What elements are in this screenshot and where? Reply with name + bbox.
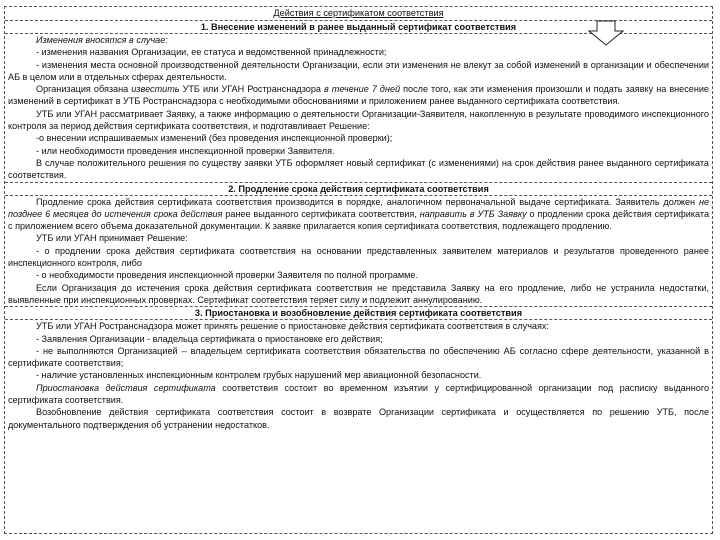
section-2-option: - о необходимости проведения инспекционной проверки Заявителя по полной программе. <box>36 270 418 281</box>
suspend-text: соответствия состоит во временном изъятии у сертифицированной организации под расписку выданного сертификата соответствия. <box>8 382 710 406</box>
section-2-decision: УТБ или УГАН принимает Решение: <box>36 233 188 244</box>
notice-emphasis: в течение 7 дней <box>324 84 401 95</box>
notice-text: Организация обязана <box>36 84 132 95</box>
section-1-notice <box>8 83 709 108</box>
section-3-resume <box>8 406 709 431</box>
section-2-paragraph <box>8 196 709 233</box>
section-3-body <box>5 320 712 431</box>
section-3-item: - не выполняются Организацией – владельцем сертификата соответствия обязательства по обеспечению АБ согласно сфере деятельности, указанной в сертификате соответствия; <box>8 345 709 369</box>
para-text: о продлении срока действия сертификата с приложением всего объема доказательной документации. К заявке прилагается копия сертификата соответствия, подлежащего продлению. <box>8 208 709 232</box>
para-text: ранее выданного сертификата соответствия, <box>222 208 420 219</box>
document-title: Действия с сертификатом соответствия <box>5 7 712 21</box>
section-2-option: - о продлении срока действия сертификата соответствия на основании представленных заявителем материалов и результатов проведенного ранее инспекционного контроля, либо <box>8 245 709 269</box>
section-3-lead: УТБ или УГАН Ространснадзора может принять решение о приостановке действия сертификата соответствия в случаях: <box>36 321 549 332</box>
section-2-expiry: Если Организация до истечения срока действия сертификата соответствия не представила Заявку на его продление, либо не устранила недостатки, выявленные при инспекционных проверках. Сертификат соответствия теряет силу и подлежит аннулированию. <box>8 282 709 305</box>
section-1-option: -о внесении испрашиваемых изменений (без проведения инспекционной проверки); <box>36 133 393 144</box>
section-3-suspend <box>8 382 709 407</box>
section-3-heading: 3. Приостановка и возобновление действия сертификата соответствия <box>5 306 712 320</box>
section-3-item: - Заявления Организации - владельца сертификата о приостановке его действия; <box>36 333 383 344</box>
para-emphasis: не позднее 6 месяцев до истечения срока действия <box>8 196 709 219</box>
notice-text: УТБ или УГАН Ространснадзора <box>179 84 324 95</box>
resume-text: соответствия состоит в возврате Организации сертификата и осуществляется по решению УТБ, после документального подтверждения об устранении недостатков. <box>8 407 709 430</box>
section-1-heading: 1. Внесение изменений в ранее выданный сертификат соответствия <box>5 21 712 34</box>
document-frame <box>4 6 713 534</box>
section-1-lead: Изменения вносятся в случае: <box>36 35 168 45</box>
section-1-item: - изменения места основной производственной деятельности Организации, если эти изменения не влекут за собой изменений в организации и обеспечении АБ в целом или в отдельных сферах деятельности. <box>8 59 709 82</box>
suspend-emphasis: Приостановка действия сертификата <box>36 382 216 393</box>
section-1-option: - или необходимости проведения инспекционной проверки Заявителя. <box>36 145 335 156</box>
section-3-item: - наличие установленных инспекционным контролем грубых нарушений мер авиационной безопасности. <box>36 370 482 381</box>
down-arrow-icon <box>588 20 624 46</box>
notice-text: после того, как эти изменения произошли и подать заявку на внесение изменений в сертификат в УТБ Ространснадзора с необходимыми обоснованиями и приложением ранее выданного сертификата соответствия. <box>8 84 709 107</box>
section-1-body <box>5 34 712 182</box>
para-emphasis: направить в УТБ Заявку <box>419 208 527 219</box>
resume-text-lead: Возобновление действия сертификата <box>36 407 211 418</box>
section-1-review: УТБ или УГАН рассматривает Заявку, а также информацию о деятельности Организации-Заявителя, накопленную в результате проводимого инспекционного контроля за период действия сертификата соответствия, и подготавливает Решение: <box>8 108 709 132</box>
para-text: Продление срока действия сертификата соответствия производится в порядке, аналогичном первоначальной выдаче сертификата. Заявитель должен <box>36 196 699 207</box>
section-1-item: - изменения названия Организации, ее статуса и ведомственной принадлежности; <box>36 47 387 58</box>
section-2-body <box>5 196 712 307</box>
section-1-outcome: В случае положительного решения по существу заявки УТБ оформляет новый сертификат (с изменениями) на срок действия ранее выданного сертификата соответствия. <box>8 157 709 181</box>
section-2-heading: 2. Продление срока действия сертификата соответствия <box>5 182 712 196</box>
notice-emphasis: известить <box>131 84 180 95</box>
